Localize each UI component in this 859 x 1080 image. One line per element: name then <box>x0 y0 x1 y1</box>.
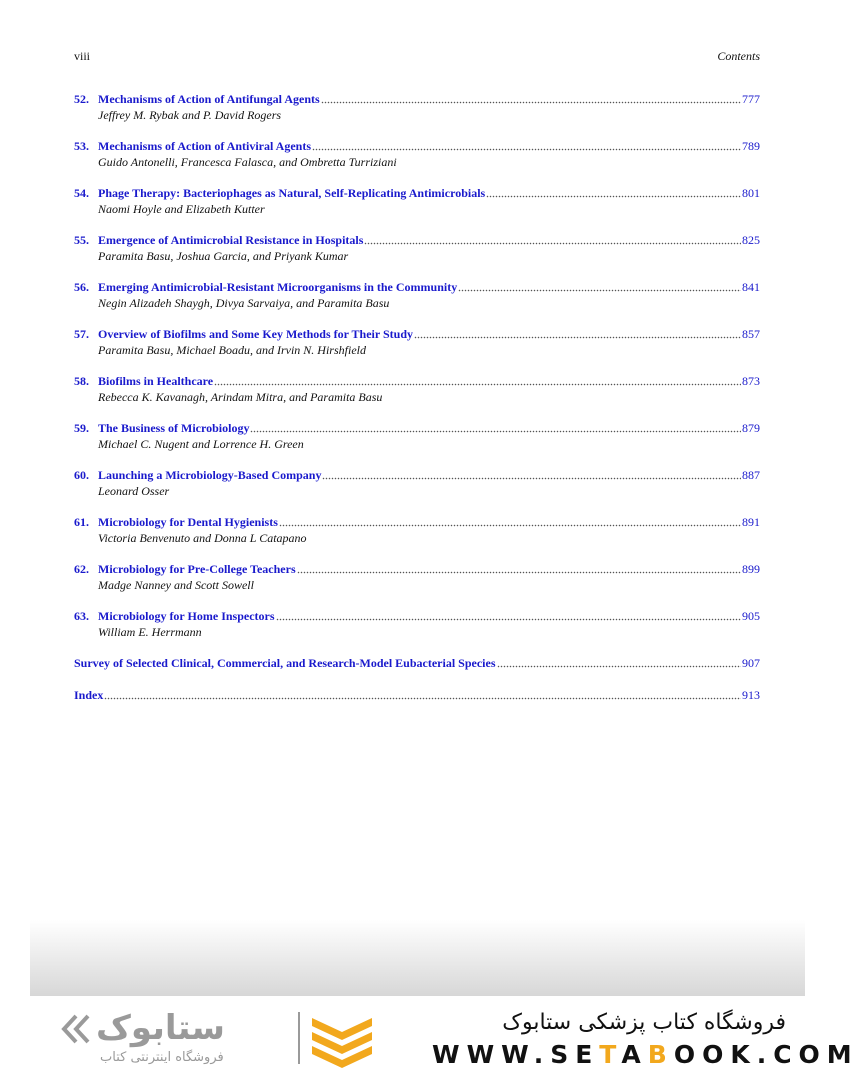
chapter-authors: William E. Herrmann <box>98 625 202 639</box>
chapter-authors: Rebecca K. Kavanagh, Arindam Mitra, and Paramita Basu <box>98 390 383 404</box>
dot-leader <box>250 424 741 433</box>
chapter-title-link[interactable]: The Business of Microbiology <box>98 421 250 435</box>
toc-entry[interactable] <box>74 139 760 186</box>
dot-leader <box>279 518 741 527</box>
chapter-title-link[interactable]: Biofilms in Healthcare <box>98 374 214 388</box>
chapter-authors: Negin Alizadeh Shaygh, Divya Sarvaiya, and Paramita Basu <box>98 296 390 310</box>
toc-entry[interactable] <box>74 468 760 515</box>
page-number-link[interactable]: 841 <box>742 280 760 294</box>
toc-entry[interactable] <box>74 327 760 374</box>
dot-leader <box>104 691 741 700</box>
chapter-title-link[interactable]: Microbiology for Home Inspectors <box>98 609 275 623</box>
logo-text: ستابوک <box>96 1008 225 1048</box>
dot-leader <box>497 659 742 668</box>
chapter-authors: Guido Antonelli, Francesca Falasca, and Ombretta Turriziani <box>98 155 397 169</box>
toc-entry-line <box>74 468 760 483</box>
logo-subtitle: فروشگاه اینترنتی کتاب <box>100 1050 224 1065</box>
chapter-authors: Naomi Hoyle and Elizabeth Kutter <box>98 202 265 216</box>
store-name: فروشگاه کتاب پزشکی ستابوک <box>502 1010 786 1035</box>
page-number-link[interactable]: 887 <box>742 468 760 482</box>
toc-entry-line <box>74 421 760 436</box>
toc-entry-line <box>74 688 760 703</box>
page-number-link[interactable]: 913 <box>742 688 760 702</box>
dot-leader <box>414 330 741 339</box>
toc-entry-line <box>74 374 760 389</box>
chapter-number: 61. <box>74 515 89 529</box>
url-part-accent: B <box>647 1040 674 1069</box>
chapter-number: 55. <box>74 233 89 247</box>
page-header <box>74 49 760 65</box>
page-number-link[interactable]: 899 <box>742 562 760 576</box>
store-logo[interactable] <box>60 1008 330 1070</box>
dot-leader <box>458 283 741 292</box>
running-head: Contents <box>717 49 760 63</box>
toc-entry[interactable] <box>74 515 760 562</box>
toc-entry-line <box>74 139 760 154</box>
chapter-number: 58. <box>74 374 89 388</box>
chapter-number: 60. <box>74 468 89 482</box>
chapter-authors: Paramita Basu, Michael Boadu, and Irvin N. Hirshfield <box>98 343 366 357</box>
toc-extra-entry[interactable] <box>74 656 760 688</box>
bottom-fade <box>30 920 805 996</box>
dot-leader <box>364 236 741 245</box>
dot-leader <box>322 471 741 480</box>
page-number-link[interactable]: 891 <box>742 515 760 529</box>
chapter-title-link[interactable]: Microbiology for Pre-College Teachers <box>98 562 296 576</box>
chapter-authors: Michael C. Nugent and Lorrence H. Green <box>98 437 304 451</box>
chapter-title-link[interactable]: Phage Therapy: Bacteriophages as Natural, Self-Replicating Antimicrobials <box>98 186 486 200</box>
chapter-number: 54. <box>74 186 89 200</box>
toc-entry[interactable] <box>74 92 760 139</box>
chapter-number: 53. <box>74 139 89 153</box>
page-number-link[interactable]: 879 <box>742 421 760 435</box>
toc-entry-line <box>74 280 760 295</box>
url-part: A <box>621 1040 648 1069</box>
dot-leader <box>214 377 741 386</box>
dot-leader <box>312 142 741 151</box>
page-number-link[interactable]: 777 <box>742 92 760 106</box>
toc-entry-line <box>74 92 760 107</box>
chapter-title-link[interactable]: Mechanisms of Action of Antiviral Agents <box>98 139 311 153</box>
toc-extra-entry[interactable] <box>74 688 760 720</box>
table-of-contents <box>74 92 760 720</box>
page-number-link[interactable]: 789 <box>742 139 760 153</box>
toc-entry[interactable] <box>74 186 760 233</box>
chapter-number: 57. <box>74 327 89 341</box>
page-number-link[interactable]: 873 <box>742 374 760 388</box>
toc-entry[interactable] <box>74 233 760 280</box>
page-number-link[interactable]: 857 <box>742 327 760 341</box>
page-number-link[interactable]: 801 <box>742 186 760 200</box>
chapter-title-link[interactable]: Mechanisms of Action of Antifungal Agents <box>98 92 320 106</box>
chapter-number: 52. <box>74 92 89 106</box>
toc-entry[interactable] <box>74 374 760 421</box>
toc-entry-line <box>74 327 760 342</box>
chapter-title-link[interactable]: Launching a Microbiology-Based Company <box>98 468 322 482</box>
toc-entry[interactable] <box>74 609 760 656</box>
chapter-authors: Madge Nanney and Scott Sowell <box>98 578 254 592</box>
dot-leader <box>276 612 741 621</box>
page-number-link[interactable]: 905 <box>742 609 760 623</box>
chapter-authors: Victoria Benvenuto and Donna L Catapano <box>98 531 307 545</box>
dot-leader <box>486 189 741 198</box>
logo-divider <box>298 1012 300 1064</box>
chapter-number: 56. <box>74 280 89 294</box>
url-part: OOK.COM <box>673 1040 859 1069</box>
toc-entry-line <box>74 233 760 248</box>
chapter-number: 59. <box>74 421 89 435</box>
dot-leader <box>297 565 741 574</box>
page-number-link[interactable]: 825 <box>742 233 760 247</box>
store-url[interactable] <box>432 1040 859 1069</box>
book-stack-icon <box>310 1012 374 1068</box>
toc-entry-line <box>74 609 760 624</box>
chapter-authors: Paramita Basu, Joshua Garcia, and Priyank Kumar <box>98 249 349 263</box>
toc-entry[interactable] <box>74 421 760 468</box>
chapter-authors: Jeffrey M. Rybak and P. David Rogers <box>98 108 282 122</box>
chapter-title-link[interactable]: Index <box>74 688 104 702</box>
chapter-title-link[interactable]: Survey of Selected Clinical, Commercial, and Research-Model Eubacterial Species <box>74 656 496 670</box>
toc-entry-line <box>74 186 760 201</box>
chevrons-icon <box>60 1012 94 1046</box>
toc-entry[interactable] <box>74 562 760 609</box>
url-part: SE <box>550 1040 600 1069</box>
dot-leader <box>321 95 741 104</box>
chapter-title-link[interactable]: Emergence of Antimicrobial Resistance in Hospitals <box>98 233 364 247</box>
store-footer <box>0 996 859 1080</box>
page-number-link[interactable]: 907 <box>742 656 760 670</box>
toc-entry-line <box>74 515 760 530</box>
page-number: viii <box>74 49 91 63</box>
chapter-title-link[interactable]: Emerging Antimicrobial-Resistant Microorganisms in the Community <box>98 280 458 294</box>
chapter-authors: Leonard Osser <box>98 484 170 498</box>
toc-entry-line <box>74 656 760 671</box>
url-part-accent: T <box>599 1040 622 1069</box>
chapter-number: 62. <box>74 562 89 576</box>
toc-entry-line <box>74 562 760 577</box>
url-part: WWW. <box>432 1040 551 1069</box>
toc-entry[interactable] <box>74 280 760 327</box>
chapter-title-link[interactable]: Microbiology for Dental Hygienists <box>98 515 278 529</box>
chapter-title-link[interactable]: Overview of Biofilms and Some Key Methods for Their Study <box>98 327 413 341</box>
chapter-number: 63. <box>74 609 89 623</box>
